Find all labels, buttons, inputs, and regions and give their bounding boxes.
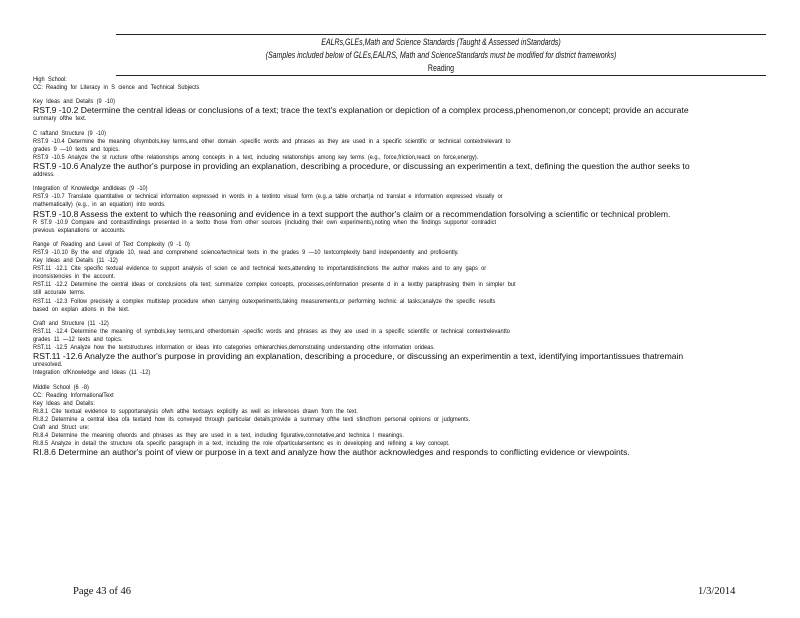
standard-line: RST.9 -10.5 Analyze the st ructure ofthe relationships among concepts in a text, including relationships among key terms (e.g., force,friction,reacti on force,energy). <box>33 153 479 161</box>
standards-section <box>33 384 773 458</box>
standard-highlight-line: RST.9 -10.8 Assess the extent to which the reasoning and evidence in a text support the author's claim or a recommendation forsolving a scientific or technical problem. <box>33 209 671 219</box>
standard-line: summary ofthe text. <box>33 115 87 123</box>
standard-line: RST.11 -12.2 Determine the central ideas or conclusions ofa text; summarize complex concepts, processes,orinformation presente d in a textby paraphrasing them in simpler but <box>33 281 516 289</box>
standard-line: Craft and Structure (11 -12) <box>33 319 109 327</box>
standard-line: RST.9 -10.10 By the end ofgrade 10, read and comprehend science/technical texts in the grades 9 —10 textcomplexity band independently and proficiently. <box>33 249 459 257</box>
standard-line: RI.8.1 Cite textual evidence to supportanalysis ofwh atthe textsays explicitly as well as inferences drawn from the text. <box>33 407 358 415</box>
standard-line: based on explan ations in the text. <box>33 305 130 313</box>
standard-line: still accurate terms. <box>33 289 86 297</box>
standard-highlight-line: RST.9 -10.6 Analyze the author's purpose in providing an explanation, describing a procedure, or discussing an experimentin a text, defining the question the author seeks to <box>33 161 690 171</box>
standard-line: grades 11 —12 texts and topics. <box>33 335 123 343</box>
standard-line: Key Ideas and Details (11 -12) <box>33 257 118 265</box>
standard-line: RST.9 -10.4 Determine the meaning ofsymbols,key terms,and other domain -specific words and phrases as they are used in a specific scientific or technical contextrelevant to <box>33 137 511 145</box>
standard-line: RST.9 -10.7 Translate quantitative or technical information expressed in words in a textinto visual form (e.g.,a table orchart)a nd translat e information expressed visually or <box>33 193 503 201</box>
standards-section <box>33 98 773 123</box>
header-line-3: Reading <box>427 63 455 73</box>
standards-section <box>33 320 773 378</box>
standard-line: inconsistencies in the account. <box>33 273 116 281</box>
header-line-2: (Samples included below of GLEs,EALRS, Math and ScienceStandards must be modified for district frameworks) <box>265 50 617 60</box>
footer-date: 1/3/2014 <box>698 586 736 597</box>
standard-highlight-line: RST.9 -10.2 Determine the central ideas or conclusions of a text; trace the text's explanation or depiction of a complex process,phenomenon,or concept; provide an accurate <box>33 106 689 116</box>
standard-line: address. <box>33 171 55 179</box>
standard-line: RI.8.4 Determine the meaning ofwords and phrases as they are used in a text, including figurative,connotative,and technica l meanings. <box>33 432 404 440</box>
standard-line: C raftand Structure (9 -10) <box>33 129 107 137</box>
standard-line: Integration ofKnowledge and Ideas (11 -12) <box>33 369 151 377</box>
standard-line: RST.11 -12.5 Analyze how the textstructures information or ideas into categories orhierarchies,demonstrating understanding ofthe information orideas. <box>33 344 435 352</box>
standards-section <box>33 185 773 235</box>
standard-line: RST.11 -12.4 Determine the meaning of symbols,key terms,and otherdomain -specific words and phrases as they are used in a specific scientific or technical contextrelevantto <box>33 327 510 335</box>
header-top-rule <box>116 34 766 35</box>
standard-highlight-line: RST.11 -12.6 Analyze the author's purpose in providing an explanation, describing a procedure, or discussing an experimentin a text, identifying importantissues thatremain <box>33 352 684 362</box>
standards-content <box>33 76 773 463</box>
standards-section <box>33 241 773 314</box>
standard-line: grades 9 —10 texts and topics. <box>33 145 120 153</box>
standard-line: RI.8.2 Determine a central idea ofa textand how its conveyed through particular details;provide a summary ofthe texti sfinctfrom personal opinions or judgments. <box>33 415 471 423</box>
standard-line: CC: Reading InformationalText <box>33 391 114 399</box>
standard-line: mathematically) (e.g., in an equation) into words. <box>33 201 166 209</box>
standard-line: R ST.9 -10.9 Compare and contrastfindings presented in a textto those from other sources (including their own experiments),noting when the findings supportor contradict <box>33 218 497 226</box>
standards-section <box>33 130 773 180</box>
standard-line: RST.11 -12.1 Cite specific textual evidence to support analysis of scien ce and technical texts,attending to importantdistinctions the author makes and to any gaps or <box>33 265 487 273</box>
standard-line: Craft and Struct ure: <box>33 424 90 431</box>
standard-line: RST.11 -12.3 Follow precisely a complex multistep procedure when carrying outexperiments,taking measurements,or performing technic al tasks;analyze the specific results <box>33 297 496 305</box>
standard-line: Integration of Knowledge andIdeas (9 -10) <box>33 185 148 193</box>
standards-section <box>33 76 773 92</box>
standard-line: High School: <box>33 76 67 83</box>
standard-line: Key Ideas and Details (9 -10) <box>33 98 116 106</box>
standard-line: unresolved. <box>33 361 63 369</box>
standard-highlight-line: RI.8.6 Determine an author's point of view or purpose in a text and analyze how the author acknowledges and responds to conflicting evidence or viewpoints. <box>33 448 630 458</box>
header-line-1: EALRs,GLEs,Math and Science Standards (Taught & Assessed inStandards) <box>321 37 561 47</box>
standard-line: Range of Reading and Level of Text Complexity (9 -1 0) <box>33 240 190 248</box>
standard-line: previous explanations or accounts. <box>33 226 126 234</box>
standard-line: RI.8.5 Analyze in detail the structure ofa specific paragraph in a text, including the role ofparticularsentenc es in developing and refining a key concept. <box>33 440 450 448</box>
standard-line: Middle School (6 -8) <box>33 383 89 391</box>
page-number: Page 43 of 46 <box>73 586 132 597</box>
standard-line: Key Ideas and Details: <box>33 399 95 407</box>
standard-line: CC: Reading for Literacy in S cience and Technical Subjects <box>33 84 200 92</box>
